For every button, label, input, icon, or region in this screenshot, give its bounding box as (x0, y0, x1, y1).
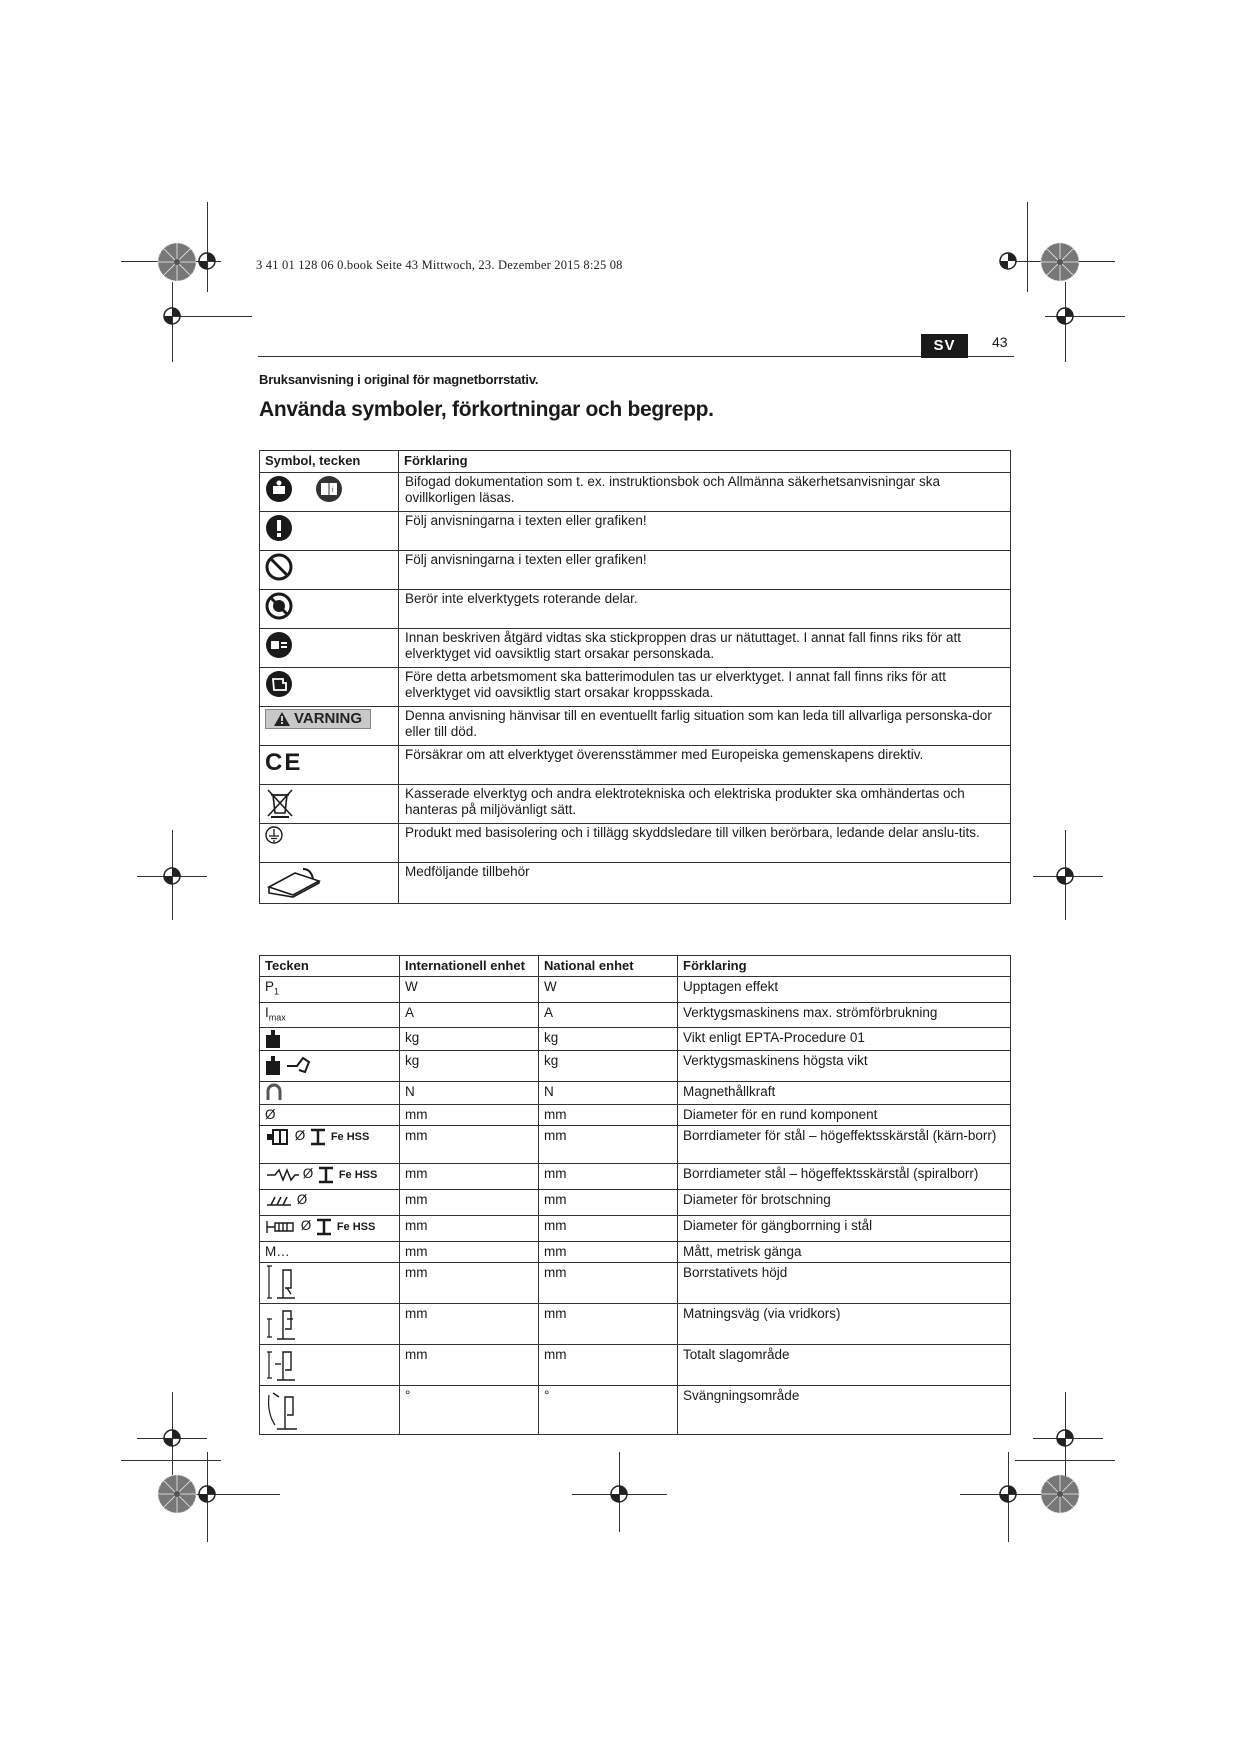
table-cell: Upptagen effekt (678, 977, 1011, 1003)
table-cell: Mått, metrisk gänga (678, 1242, 1011, 1263)
table-row (260, 1304, 1011, 1345)
core-drill-icon (265, 1128, 291, 1146)
table-cell: mm (539, 1304, 678, 1345)
steel-beam-icon (317, 1166, 335, 1184)
table-cell: mm (400, 1190, 539, 1216)
table-cell: Borrdiameter för stål – högeffektsskärstål (kärn-borr) (678, 1126, 1011, 1164)
unplug-icon (265, 631, 293, 659)
table-row (260, 746, 1011, 785)
table-cell: mm (400, 1126, 539, 1164)
table-row (260, 1216, 1011, 1242)
book-info-line: 3 41 01 128 06 0.book Seite 43 Mittwoch, 23. Dezember 2015 8:25 08 (256, 258, 623, 272)
table-row (260, 473, 1011, 512)
no-touch-rotating-icon (265, 592, 293, 620)
table-cell: N (400, 1082, 539, 1105)
table-header-row (260, 956, 1011, 977)
table-cell: Borrdiameter stål – högeffektsskärstål (spiralborr) (678, 1164, 1011, 1190)
table-cell: Diameter för gängborrning i stål (678, 1216, 1011, 1242)
symbol-cell: M… (260, 1242, 400, 1263)
column-header: Tecken (260, 956, 400, 977)
table-cell: ° (539, 1386, 678, 1435)
table-cell: Verktygsmaskinens högsta vikt (678, 1051, 1011, 1082)
remove-battery-icon (265, 670, 293, 698)
stroke-range-icon (265, 1346, 299, 1382)
table-cell: Försäkrar om att elverktyget överensstämmer med Europeiska gemenskapens direktiv. (399, 746, 1011, 785)
symbol-cell (260, 1263, 400, 1304)
exclamation-icon (265, 514, 293, 542)
table-cell: Följ anvisningarna i texten eller grafiken! (399, 551, 1011, 590)
table-row (260, 1386, 1011, 1435)
symbol-cell (260, 1386, 400, 1435)
table-row (260, 1164, 1011, 1190)
prohibition-icon (265, 553, 293, 581)
table-row (260, 1105, 1011, 1126)
table-cell: kg (400, 1051, 539, 1082)
column-header: Förklaring (678, 956, 1011, 977)
table-cell: mm (400, 1345, 539, 1386)
svg-text:i: i (332, 487, 334, 494)
table-cell: Borrstativets höjd (678, 1263, 1011, 1304)
table-row (260, 785, 1011, 824)
symbol-cell: $P_1$ (260, 977, 400, 1003)
table-row (260, 668, 1011, 707)
feed-path-icon (265, 1305, 299, 1341)
table-row (260, 1263, 1011, 1304)
registration-target-icon (161, 1427, 183, 1449)
table-cell: Berör inte elverktygets roterande delar. (399, 590, 1011, 629)
symbol-cell (260, 1051, 400, 1082)
table-cell: Bifogad dokumentation som t. ex. instruktionsbok och Allmänna säkerhetsanvisningar ska ovillkorligen läsas. (399, 473, 1011, 512)
table-row (260, 629, 1011, 668)
table-cell: Svängningsområde (678, 1386, 1011, 1435)
accessory-case-icon (265, 865, 323, 899)
table-cell: mm (539, 1164, 678, 1190)
registration-target-icon (608, 1483, 630, 1505)
column-header: Förklaring (399, 451, 1011, 473)
steel-beam-icon (315, 1218, 333, 1236)
read-manual-icon (265, 475, 293, 503)
tap-icon (265, 1219, 297, 1235)
table-row (260, 512, 1011, 551)
table-cell: Produkt med basisolering och i tillägg skyddsledare till vilken berörbara, ledande delar anslu-tits. (399, 824, 1011, 863)
table-cell: Denna anvisning hänvisar till en eventuellt farlig situation som kan leda till allvarliga personska-dor eller till död. (399, 707, 1011, 746)
registration-target-icon (1054, 305, 1076, 327)
color-rosette-icon (1040, 242, 1080, 282)
magnet-icon (265, 1083, 283, 1101)
twist-drill-icon (265, 1167, 299, 1183)
table-cell: Magnethållkraft (678, 1082, 1011, 1105)
table-cell: Innan beskriven åtgärd vidtas ska stickproppen dras ur nätuttaget. I annat fall finns riks för att elverktyget vid oavsiktlig start orsakar personskada. (399, 629, 1011, 668)
table-row (260, 1082, 1011, 1105)
weee-bin-icon (265, 787, 295, 819)
color-rosette-icon (157, 242, 197, 282)
language-tab: SV (921, 334, 968, 358)
table-cell: mm (400, 1242, 539, 1263)
table-cell: A (400, 1002, 539, 1028)
table-cell: mm (539, 1345, 678, 1386)
symbol-cell: Ø (260, 1190, 400, 1216)
table-cell: mm (539, 1126, 678, 1164)
header-rule (258, 356, 1014, 357)
symbol-cell (260, 1028, 400, 1051)
table-row (260, 1002, 1011, 1028)
table-cell: Matningsväg (via vridkors) (678, 1304, 1011, 1345)
table-row (260, 590, 1011, 629)
table-cell: Verktygsmaskinens max. strömförbrukning (678, 1002, 1011, 1028)
table-header-row (260, 451, 1011, 473)
table-cell: mm (400, 1216, 539, 1242)
table-row (260, 1345, 1011, 1386)
symbols-table (259, 450, 1011, 904)
registration-target-icon (1054, 1427, 1076, 1449)
units-table (259, 955, 1011, 1435)
column-header: Internationell enhet (400, 956, 539, 977)
table-cell: mm (539, 1216, 678, 1242)
symbol-cell: Ø (260, 1105, 400, 1126)
table-row (260, 1242, 1011, 1263)
symbol-cell (260, 1082, 400, 1105)
table-cell: Vikt enligt EPTA-Procedure 01 (678, 1028, 1011, 1051)
column-header: Symbol, tecken (260, 451, 399, 473)
table-cell: mm (539, 1263, 678, 1304)
table-cell: Före detta arbetsmoment ska batterimodulen tas ur elverktyget. I annat fall finns riks för att elverktyget vid oavsiktlig start orsakar kroppsskada. (399, 668, 1011, 707)
registration-target-icon (161, 865, 183, 887)
table-cell: Diameter för brotschning (678, 1190, 1011, 1216)
registration-target-icon (997, 1483, 1019, 1505)
ce-mark-icon: CE (265, 749, 303, 776)
table-row (260, 824, 1011, 863)
table-cell: kg (539, 1051, 678, 1082)
table-cell: mm (400, 1164, 539, 1190)
reamer-icon (265, 1193, 293, 1209)
table-cell: W (400, 977, 539, 1003)
symbol-cell: Ø Fe HSS (260, 1164, 400, 1190)
table-cell: mm (400, 1304, 539, 1345)
steel-beam-icon (309, 1128, 327, 1146)
registration-target-icon (196, 250, 218, 272)
page-title: Använda symboler, förkortningar och begrepp. (259, 398, 714, 421)
table-row (260, 1126, 1011, 1164)
table-cell: ° (400, 1386, 539, 1435)
weight-icon (265, 1029, 281, 1049)
symbol-cell: Ø Fe HSS (260, 1126, 400, 1164)
registration-target-icon (997, 250, 1019, 272)
column-header: National enhet (539, 956, 678, 977)
table-cell: mm (539, 1242, 678, 1263)
table-cell: Diameter för en rund komponent (678, 1105, 1011, 1126)
page-number: 43 (992, 334, 1008, 350)
table-cell: Kasserade elverktyg och andra elektrotekniska och elektriska produkter ska omhändertas och hanteras på miljövänligt sätt. (399, 785, 1011, 824)
table-row (260, 707, 1011, 746)
symbol-cell: $I_{max}$ (260, 1002, 400, 1028)
warning-triangle-icon (274, 712, 290, 726)
color-rosette-icon (157, 1474, 197, 1514)
table-cell: Totalt slagområde (678, 1345, 1011, 1386)
symbol-cell (260, 1304, 400, 1345)
table-row (260, 1190, 1011, 1216)
symbol-cell (260, 1345, 400, 1386)
table-cell: Medföljande tillbehör (399, 863, 1011, 904)
registration-target-icon (1054, 865, 1076, 887)
table-row (260, 1051, 1011, 1082)
document-subtitle: Bruksanvisning i original för magnetborrstativ. (259, 372, 539, 387)
ground-icon (265, 826, 283, 844)
table-row (260, 1028, 1011, 1051)
table-row (260, 551, 1011, 590)
table-cell: mm (400, 1263, 539, 1304)
table-cell: A (539, 1002, 678, 1028)
table-cell: N (539, 1082, 678, 1105)
registration-target-icon (196, 1483, 218, 1505)
registration-target-icon (161, 305, 183, 327)
max-weight-icon (265, 1052, 313, 1076)
table-row (260, 863, 1011, 904)
table-cell: W (539, 977, 678, 1003)
table-cell: mm (400, 1105, 539, 1126)
table-cell: mm (539, 1105, 678, 1126)
warning-label: VARNING (265, 709, 371, 729)
stand-height-icon (265, 1264, 299, 1300)
book-icon (315, 475, 343, 503)
color-rosette-icon (1040, 1474, 1080, 1514)
table-cell: Följ anvisningarna i texten eller grafiken! (399, 512, 1011, 551)
swivel-range-icon (265, 1387, 303, 1431)
symbol-cell: Ø Fe HSS (260, 1216, 400, 1242)
table-cell: mm (539, 1190, 678, 1216)
table-cell: kg (539, 1028, 678, 1051)
table-cell: kg (400, 1028, 539, 1051)
table-row (260, 977, 1011, 1003)
